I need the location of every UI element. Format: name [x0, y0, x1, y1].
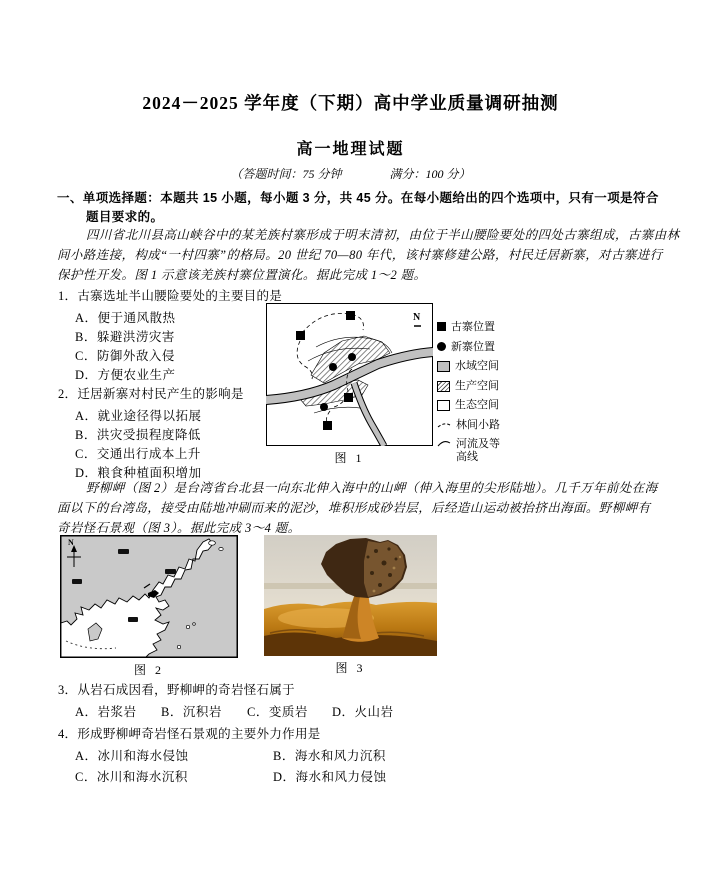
legend-item-old-fort — [437, 321, 507, 334]
islet — [177, 645, 180, 648]
section-heading-line1: 一、单项选择题：本题共 15 小题，每小题 3 分，共 45 分。在每小题给出的四个选项中，只有一项是符合 — [57, 191, 659, 205]
islet — [209, 541, 216, 545]
question-2-option-d: D．粮食种植面积增加 — [75, 466, 202, 480]
map-label-mark — [165, 569, 176, 574]
passage1-line1: 四川省北川县高山峡谷中的某羌族村寨形成于明末清初，由位于半山腰险要处的四处古寨组成，古寨由林 — [86, 228, 680, 242]
figure2-map — [60, 535, 238, 658]
legend-item-eco-space — [437, 399, 507, 412]
passage2-line2: 面以下的台湾岛，接受由陆地冲刷而来的泥沙，堆积形成砂岩层，后经造山运动被抬挤出海面。野柳岬有 — [57, 501, 651, 515]
islet — [186, 625, 189, 628]
question-3-stem: 3．从岩石成因看，野柳岬的奇岩怪石属于 — [58, 683, 295, 697]
question-4-option-b: B．海水和风力沉积 — [273, 749, 386, 763]
question-1 — [58, 286, 288, 385]
curved-line-icon — [437, 439, 451, 448]
legend-label: 水域空间 — [455, 360, 499, 372]
question-1-option-d: D．方便农业生产 — [75, 368, 176, 382]
dashed-line-icon — [437, 420, 451, 429]
section-heading-line2: 题目要求的。 — [86, 210, 164, 224]
legend-item-production-space — [437, 380, 507, 393]
question-1-option-c: C．防御外敌入侵 — [75, 349, 175, 363]
gray-fill-icon — [437, 361, 450, 372]
old-fort-marker — [346, 311, 355, 320]
legend-label: 生态空间 — [455, 399, 499, 411]
white-fill-icon — [437, 400, 450, 411]
black-square-icon — [437, 322, 446, 331]
figure1 — [266, 303, 511, 468]
legend-label: 河流及等高线 — [456, 438, 500, 463]
question-1-option-b: B．躲避洪涝灾害 — [75, 330, 175, 344]
question-3-option-b: B．沉积岩 — [161, 705, 222, 719]
new-village-marker — [320, 403, 328, 411]
legend-item-forest-path — [437, 419, 507, 432]
legend-label: 新寨位置 — [451, 340, 495, 353]
map-label-mark — [72, 579, 82, 584]
exam-info: （答题时间：75 分钟 满分：100 分） — [230, 167, 471, 181]
question-1-option-a: A．便于通风散热 — [75, 311, 176, 325]
passage2-line1: 野柳岬（图 2）是台湾省台北县一向东北伸入海中的山岬（伸入海里的尖形陆地）。几千万年前处在海 — [86, 481, 658, 495]
passage1-line2: 间小路连接，构成“一村四寨”的格局。20 世纪 70—80 年代，该村寨修建公路，村民迁居新寨，对古寨进行 — [57, 248, 663, 262]
question-2-stem: 2．迁居新寨对村民产生的影响是 — [58, 387, 244, 401]
islet — [219, 547, 223, 550]
new-village-marker — [329, 363, 337, 371]
legend-label: 生产空间 — [455, 379, 499, 392]
map-label-mark — [128, 617, 138, 622]
question-3-option-d: D．火山岩 — [332, 705, 394, 719]
figure3 — [264, 535, 437, 680]
map-label-mark — [118, 549, 129, 554]
question-1-stem: 1．古寨选址半山腰险要处的主要目的是 — [58, 289, 283, 303]
north-label: N — [68, 538, 74, 547]
figure1-caption: 图 1 — [334, 451, 365, 465]
islet — [193, 623, 196, 626]
question-4-stem: 4．形成野柳岬奇岩怪石景观的主要外力作用是 — [58, 727, 321, 741]
figure2 — [60, 535, 238, 680]
figure1-map — [266, 303, 433, 446]
hatched-fill-icon — [437, 381, 450, 392]
old-fort-marker — [296, 331, 305, 340]
figure1-legend — [437, 321, 507, 471]
new-village-marker — [348, 353, 356, 361]
figure3-caption: 图 3 — [335, 661, 366, 675]
north-label: N — [413, 312, 421, 323]
question-3-option-a: A．岩浆岩 — [75, 705, 137, 719]
legend-label: 古寨位置 — [451, 321, 495, 333]
old-fort-marker — [323, 421, 332, 430]
page-title: 2024－2025 学年度（下期）高中学业质量调研抽测 — [142, 93, 559, 113]
figure3-photo — [264, 535, 437, 656]
figure2-caption: 图 2 — [133, 663, 164, 677]
legend-item-new-village — [437, 341, 507, 354]
old-fort-marker — [344, 393, 353, 402]
question-4-option-d: D．海水和风力侵蚀 — [273, 770, 387, 784]
page-subtitle: 高一地理试题 — [296, 141, 405, 158]
question-4-option-c: C．冰川和海水沉积 — [75, 770, 188, 784]
question-2 — [58, 384, 288, 483]
question-3-option-c: C．变质岩 — [247, 705, 308, 719]
question-2-option-a: A．就业途径得以拓展 — [75, 409, 202, 423]
question-2-option-b: B．洪灾受损程度降低 — [75, 428, 201, 442]
legend-label: 林间小路 — [456, 418, 500, 431]
passage2-line3: 奇岩怪石景观（图 3）。据此完成 3～4 题。 — [57, 521, 301, 535]
legend-item-water-space — [437, 360, 507, 373]
question-2-option-c: C．交通出行成本上升 — [75, 447, 201, 461]
passage1-line3: 保护性开发。图 1 示意该羌族村寨位置演化。据此完成 1～2 题。 — [57, 268, 427, 282]
question-4-option-a: A．冰川和海水侵蚀 — [75, 749, 189, 763]
legend-item-river-contour — [437, 438, 507, 464]
black-circle-icon — [437, 342, 446, 351]
